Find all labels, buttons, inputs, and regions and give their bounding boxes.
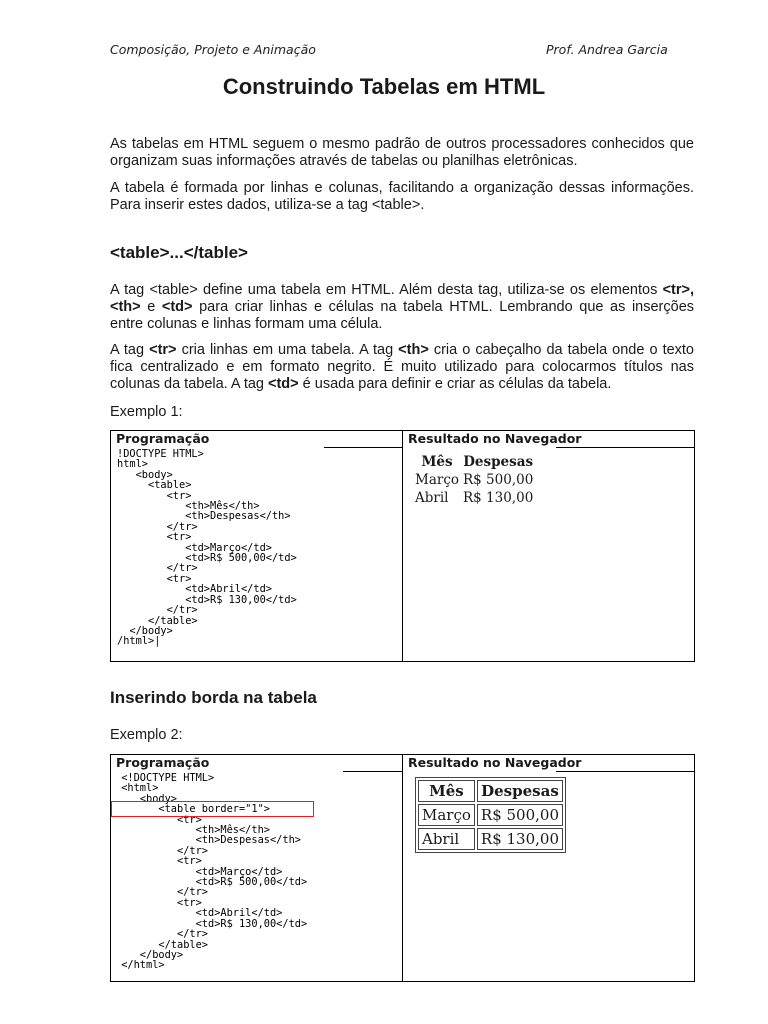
table-cell: R$ 500,00 [477, 804, 563, 826]
table-cell: Março [418, 804, 475, 826]
code-column-heading: Programação [116, 431, 210, 446]
table-row [413, 471, 535, 489]
table-cell: R$ 130,00 [477, 828, 563, 850]
table-row [413, 453, 535, 471]
column-divider [402, 755, 403, 981]
example-1-box [110, 430, 695, 662]
result-column-heading: Resultado no Navegador [408, 431, 582, 446]
table-row [418, 804, 563, 826]
table-row [418, 828, 563, 850]
heading-underline [343, 771, 402, 772]
table-row [413, 489, 535, 507]
text: e [140, 299, 162, 315]
result-table-bordered [415, 777, 566, 853]
heading-underline [556, 771, 695, 772]
header-author: Prof. Andrea Garcia [546, 42, 668, 57]
code-column-heading: Programação [116, 755, 210, 770]
code-listing: <!DOCTYPE HTML> <html> <body> <table border="1"> <tr> <th>Mês</th> <th>Despesas</th> </tr> <tr> <td>Março</td> <td>R$ 500,00</td> </tr> <tr> <td>Abril</td> <td>R$ 130,00</td> </tr> </table> </body> </html> [121, 772, 308, 972]
table-header-cell: Despesas [477, 780, 563, 802]
tag-td: <td> [161, 299, 193, 315]
highlight-border-attribute [111, 801, 314, 817]
tag-tr-th: <tr>, <th> [110, 282, 694, 315]
page-title: Construindo Tabelas em HTML [222, 74, 546, 99]
result-column-heading: Resultado no Navegador [408, 755, 582, 770]
example-2-box [110, 754, 695, 982]
table-cell: Abril [415, 490, 449, 506]
intro-paragraph-2: A tabela é formada por linhas e colunas, facilitando a organização dessas informações. Para inserir estes dados, utiliza-se a tag <table>. [110, 180, 694, 213]
tag-td: <td> [268, 376, 299, 392]
example-1-label: Exemplo 1: [110, 404, 183, 420]
table-header-cell: Mês [418, 780, 475, 802]
table-header-cell: Mês [421, 454, 453, 470]
table-cell: Março [415, 472, 460, 488]
text: para criar linhas e células na tabela HTML. Lembrando que as inserções entre colunas e linhas formam uma célula. [110, 299, 695, 332]
text: A tag [110, 342, 150, 358]
result-table [413, 453, 535, 507]
heading-underline [324, 447, 402, 448]
intro-paragraph-1: As tabelas em HTML seguem o mesmo padrão de outros processadores conhecidos que organizam suas informações através de tabelas ou planilhas eletrônicas. [110, 136, 694, 169]
table-header-cell: Despesas [463, 454, 534, 470]
table-row [418, 780, 563, 802]
column-divider [402, 431, 403, 661]
table-cell: R$ 500,00 [463, 472, 534, 488]
text: cria linhas em uma tabela. A tag [176, 342, 399, 358]
code-listing: !DOCTYPE HTML> html> <body> <table> <tr> <th>Mês</th> <th>Despesas</th> </tr> <tr> <td>Março</td> <td>R$ 500,00</td> </tr> <tr> <td>Abril</td> <td>R$ 130,00</td> </tr> </table> </body> /html>| [117, 448, 297, 648]
text: A tag <table> define uma tabela em HTML. Além desta tag, utiliza-se os elementos [110, 282, 663, 298]
section-heading-table-tag: <table>...</table> [110, 243, 248, 262]
heading-underline [556, 447, 695, 448]
section1-paragraph-2 [110, 342, 694, 393]
example-2-label: Exemplo 2: [110, 727, 183, 743]
tag-th: <th> [398, 342, 429, 358]
tag-tr: <tr> [149, 342, 177, 358]
text: é usada para definir e criar as células da tabela. [298, 376, 612, 392]
header-course: Composição, Projeto e Animação [110, 42, 316, 57]
section1-paragraph-1 [110, 282, 694, 333]
section-heading-border: Inserindo borda na tabela [110, 688, 317, 707]
text: cria o cabeçalho da tabela onde o texto fica centralizado e em formato negrito. É muito utilizado para colocarmos títulos nas colunas da tabela. A tag [110, 342, 695, 392]
table-cell: R$ 130,00 [463, 490, 534, 506]
table-cell: Abril [418, 828, 475, 850]
